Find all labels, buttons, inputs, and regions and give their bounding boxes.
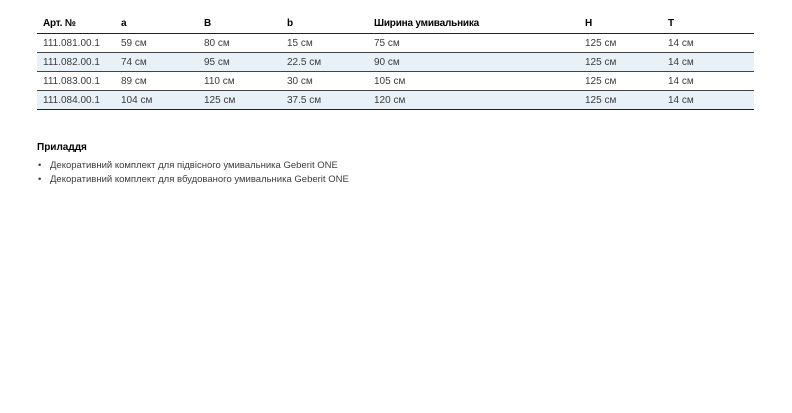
cell-washbasin-width: 75 см (368, 34, 579, 53)
cell-B: 80 см (198, 34, 281, 53)
cell-b: 30 см (281, 72, 368, 91)
cell-b: 22.5 см (281, 53, 368, 72)
cell-B: 110 см (198, 72, 281, 91)
cell-washbasin-width: 90 см (368, 53, 579, 72)
cell-H: 125 см (579, 34, 662, 53)
table-row (37, 34, 754, 53)
table-row (37, 72, 754, 91)
cell-B: 95 см (198, 53, 281, 72)
cell-a: 59 см (115, 34, 198, 53)
specification-table (37, 13, 754, 110)
accessories-list (37, 160, 349, 188)
header-a: a (115, 13, 198, 34)
cell-washbasin-width: 120 см (368, 91, 579, 110)
header-washbasin-width: Ширина умивальника (368, 13, 579, 34)
cell-a: 104 см (115, 91, 198, 110)
cell-B: 125 см (198, 91, 281, 110)
cell-H: 125 см (579, 91, 662, 110)
table-header-row (37, 13, 754, 34)
list-item (37, 174, 349, 188)
header-b: b (281, 13, 368, 34)
header-H: H (579, 13, 662, 34)
cell-T: 14 см (662, 91, 754, 110)
table-row (37, 53, 754, 72)
bullet-icon: • (38, 160, 42, 171)
cell-a: 74 см (115, 53, 198, 72)
cell-b: 37.5 см (281, 91, 368, 110)
cell-washbasin-width: 105 см (368, 72, 579, 91)
cell-H: 125 см (579, 53, 662, 72)
cell-H: 125 см (579, 72, 662, 91)
cell-article-number: 111.083.00.1 (37, 72, 115, 91)
table-row (37, 91, 754, 110)
bullet-icon: • (38, 174, 42, 185)
list-item (37, 160, 349, 174)
cell-a: 89 см (115, 72, 198, 91)
accessories-heading: Приладдя (37, 142, 87, 153)
header-article-number: Арт. № (37, 13, 115, 34)
cell-T: 14 см (662, 72, 754, 91)
header-T: T (662, 13, 754, 34)
header-B: B (198, 13, 281, 34)
cell-article-number: 111.081.00.1 (37, 34, 115, 53)
accessory-text: Декоративний комплект для підвісного умивальника Geberit ONE (50, 160, 338, 171)
cell-article-number: 111.084.00.1 (37, 91, 115, 110)
accessory-text: Декоративний комплект для вбудованого умивальника Geberit ONE (50, 174, 349, 185)
cell-article-number: 111.082.00.1 (37, 53, 115, 72)
cell-T: 14 см (662, 53, 754, 72)
cell-b: 15 см (281, 34, 368, 53)
cell-T: 14 см (662, 34, 754, 53)
